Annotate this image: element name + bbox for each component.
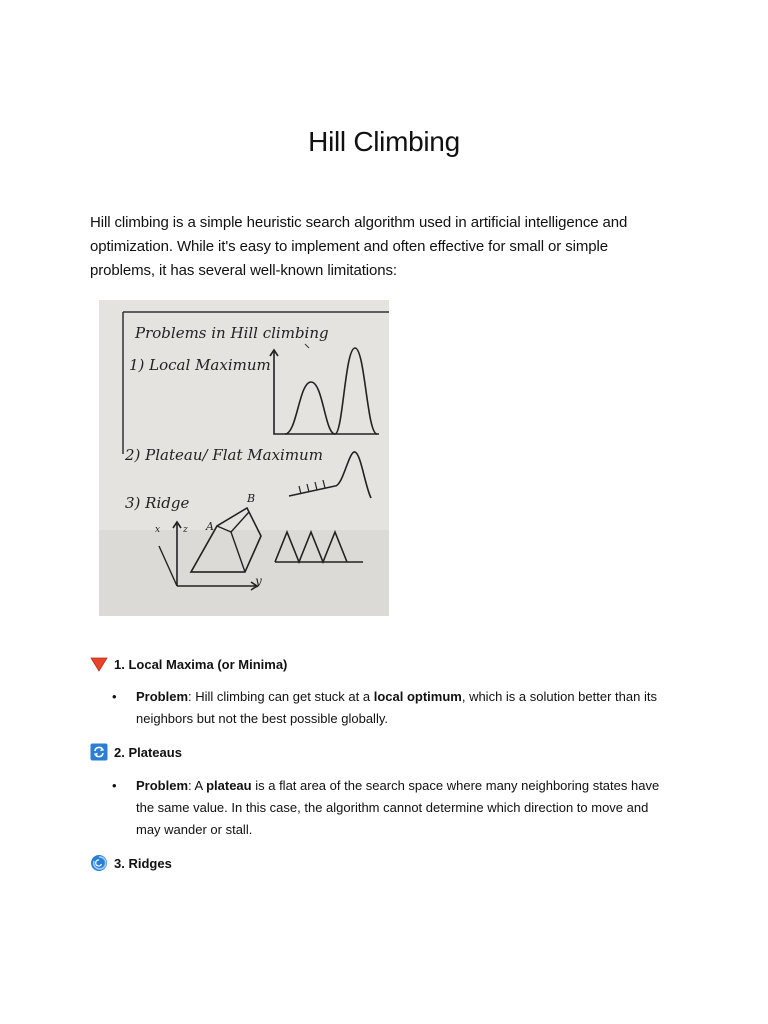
section-ridges <box>90 854 172 872</box>
figure-heading: Problems in Hill climbing <box>135 324 329 342</box>
bullet-dot: • <box>112 778 117 793</box>
list-item <box>112 686 672 730</box>
page-title: Hill Climbing <box>308 126 460 157</box>
repeat-arrows-icon <box>90 743 108 761</box>
figure-item-ridge: 3) Ridge <box>125 494 190 512</box>
cyclone-icon <box>90 854 108 872</box>
bullet-text: Problem: A plateau is a flat area of the search space where many neighboring states have the same value. In this case, the algorithm cannot determine which direction to move and may wander or stall. <box>136 778 660 837</box>
section-plateaus <box>90 743 182 761</box>
label-a: A <box>206 520 214 533</box>
bullet-dot: • <box>112 689 117 704</box>
label-b: B <box>247 492 256 505</box>
label-z: z <box>183 525 188 535</box>
whiteboard-image <box>99 300 389 616</box>
section-heading: 1. Local Maxima (or Minima) <box>114 656 288 672</box>
section-heading: 3. Ridges <box>114 855 172 871</box>
figure-item-plateau: 2) Plateau/ Flat Maximum <box>125 446 323 464</box>
bullet-text: Problem: Hill climbing can get stuck at a local optimum, which is a solution better than its neighbors but not the best possible globally. <box>136 689 657 726</box>
whiteboard-drawing <box>99 300 389 616</box>
list-item <box>112 775 672 841</box>
red-triangle-down-icon <box>90 655 108 673</box>
intro-paragraph: Hill climbing is a simple heuristic search algorithm used in artificial intelligence and optimization. While it's easy to implement and often effective for small or simple problems, it has several well-known limitations: <box>90 214 628 279</box>
section-local-maxima <box>90 655 287 673</box>
section-heading: 2. Plateaus <box>114 744 182 760</box>
figure-item-local-maximum: 1) Local Maximum <box>129 356 271 374</box>
label-y: y <box>255 574 262 588</box>
label-x: x <box>155 525 161 535</box>
